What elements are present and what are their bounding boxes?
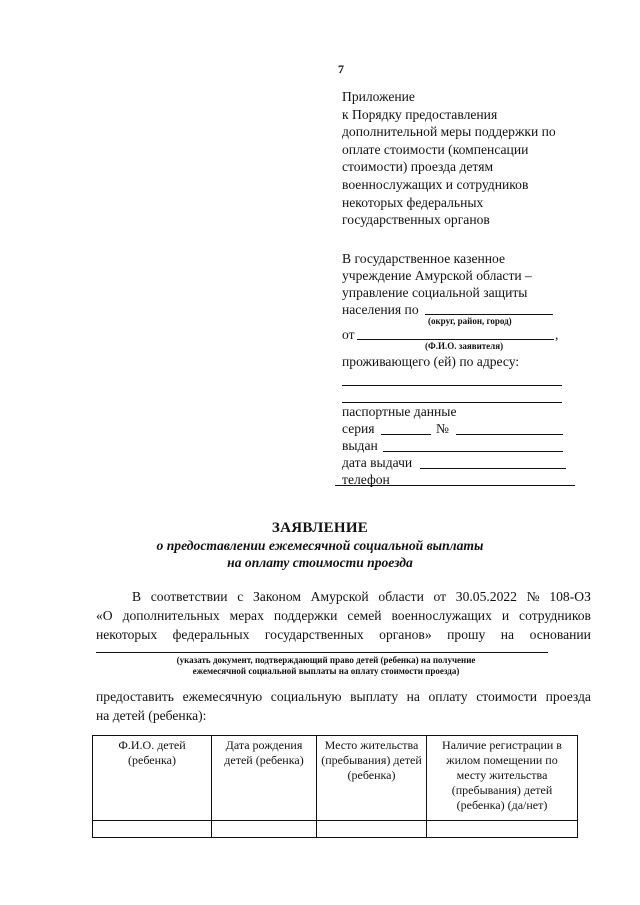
- address-field-1[interactable]: [342, 385, 562, 386]
- word: В: [132, 589, 142, 604]
- word: ежемесячную: [182, 689, 263, 704]
- header-birth-date: Дата рождения детей (ребенка): [212, 736, 317, 821]
- addressee-line-2: учреждение Амурской области –: [342, 268, 532, 283]
- word: социальную: [270, 689, 342, 704]
- header-child-name: Ф.И.О. детей (ребенка): [93, 736, 212, 821]
- word: выплату: [350, 689, 398, 704]
- children-table: [92, 735, 578, 838]
- table-cell[interactable]: [427, 821, 578, 838]
- word: предоставить: [96, 689, 174, 704]
- population-label: населения по: [342, 302, 419, 317]
- header-residence: Место жительства (пребывания) детей (ребенка): [317, 736, 427, 821]
- word: федеральных: [172, 627, 250, 642]
- word: оплату: [428, 689, 468, 704]
- appendix-line: к Порядку предоставления: [342, 106, 498, 122]
- appendix-line: оплате стоимости (компенсации: [342, 141, 529, 157]
- applicant-name-field[interactable]: [357, 339, 554, 340]
- document-title: ЗАЯВЛЕНИЕ: [271, 520, 369, 536]
- word: «О: [96, 608, 113, 623]
- basis-document-field[interactable]: [96, 652, 548, 653]
- applicant-hint: (Ф.И.О. заявителя): [425, 341, 504, 351]
- district-hint: (округ, район, город): [428, 316, 512, 326]
- appendix-line: Приложение: [342, 89, 415, 104]
- word: военнослужащих: [391, 608, 492, 623]
- word: органов»: [379, 627, 432, 642]
- word: некоторых: [96, 627, 158, 642]
- word: стоимости: [476, 689, 538, 704]
- table-cell[interactable]: [317, 821, 427, 838]
- passport-series-field[interactable]: [381, 434, 431, 435]
- from-label: от: [342, 327, 355, 342]
- appendix-line: стоимости) проезда детям: [342, 159, 494, 175]
- paragraph-2-line-2: на детей (ребенка):: [96, 708, 207, 723]
- addressee-line-3: управление социальной защиты: [342, 285, 528, 300]
- paragraph-1: [96, 587, 591, 644]
- word: с: [237, 589, 244, 604]
- paragraph-1-line-2: [96, 606, 591, 625]
- addressee-line-1: В государственное казенное: [342, 251, 506, 266]
- table-cell[interactable]: [93, 821, 212, 838]
- residing-label: проживающего (ей) по адресу:: [342, 354, 520, 369]
- word: от: [433, 589, 447, 604]
- word: прошу: [447, 627, 486, 642]
- issue-date-label: дата выдачи: [342, 455, 413, 470]
- issued-by-field[interactable]: [383, 451, 563, 452]
- word: дополнительных: [122, 608, 220, 623]
- from-comma: ,: [555, 327, 559, 342]
- paragraph-1-line-3: [96, 625, 591, 644]
- district-field[interactable]: [425, 314, 553, 315]
- appendix-line: дополнительной меры поддержки по: [342, 124, 556, 140]
- phone-label: телефон: [342, 472, 390, 487]
- issue-date-field[interactable]: [420, 468, 566, 469]
- document-subtitle-2: на оплату стоимости проезда: [227, 555, 413, 570]
- word: 30.05.2022: [455, 589, 517, 604]
- word: на: [500, 627, 515, 642]
- paragraph-1-line-1: [96, 587, 591, 606]
- table-row: [93, 821, 578, 838]
- series-label: серия: [342, 421, 375, 436]
- number-label: №: [436, 421, 449, 436]
- page-number: 7: [338, 62, 344, 76]
- word: основании: [529, 627, 591, 642]
- word: поддержки: [273, 608, 338, 623]
- phone-field[interactable]: [335, 485, 575, 486]
- word: Законом: [253, 589, 301, 604]
- appendix-line: государственных органов: [342, 212, 490, 228]
- basis-hint-line-2: ежемесячной социальной выплаты на оплату стоимости проезда): [192, 666, 460, 676]
- appendix-block: [342, 88, 587, 229]
- word: 108-ОЗ: [549, 589, 591, 604]
- table-header-row: [93, 736, 578, 821]
- paragraph-2: [96, 687, 591, 725]
- word: Амурской: [310, 589, 369, 604]
- table-cell[interactable]: [212, 821, 317, 838]
- word: №: [526, 589, 540, 604]
- appendix-line: некоторых федеральных: [342, 194, 484, 210]
- passport-number-field[interactable]: [456, 434, 563, 435]
- document-subtitle-1: о предоставлении ежемесячной социальной выплаты: [156, 538, 484, 553]
- paragraph-2-line-1: [96, 687, 591, 706]
- word: проезда: [545, 689, 591, 704]
- word: мерах: [229, 608, 264, 623]
- passport-label: паспортные данные: [342, 404, 457, 419]
- word: семей: [347, 608, 382, 623]
- appendix-line: военнослужащих и сотрудников: [342, 176, 529, 192]
- word: сотрудников: [519, 608, 591, 623]
- word: государственных: [264, 627, 364, 642]
- word: и: [501, 608, 510, 623]
- word: области: [378, 589, 424, 604]
- header-registration: Наличие регистрации в жилом помещении по месту жительства (пребывания) детей (ребенка) (да/нет): [427, 736, 578, 821]
- issued-label: выдан: [342, 438, 378, 453]
- word: соответствии: [150, 589, 228, 604]
- basis-hint-line-1: (указать документ, подтверждающий право детей (ребенка) на получение: [176, 655, 476, 665]
- word: на: [406, 689, 420, 704]
